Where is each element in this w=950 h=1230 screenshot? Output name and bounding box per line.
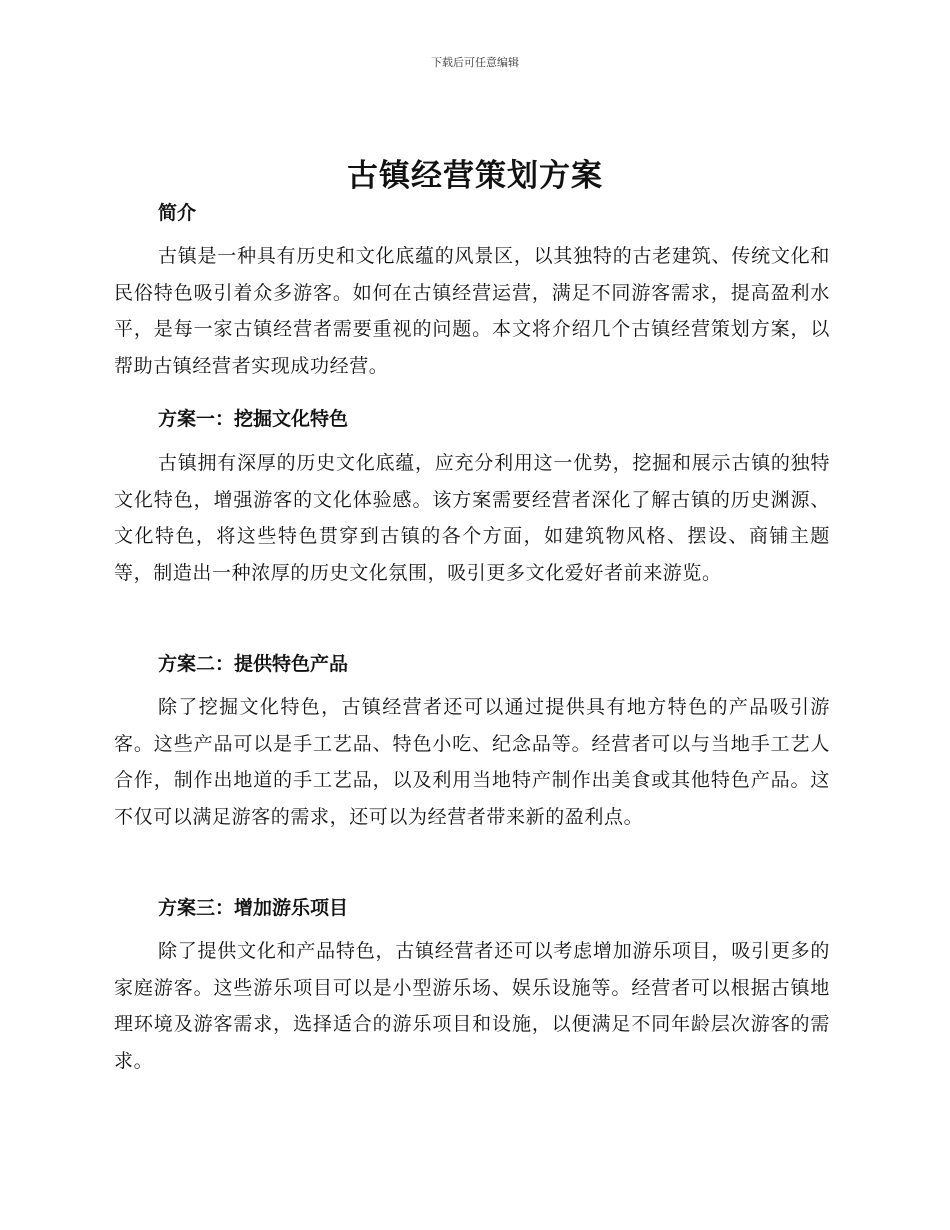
- section-body-plan-2: 除了挖掘文化特色，古镇经营者还可以通过提供具有地方特色的产品吸引游客。这些产品可以是手工艺品、特色小吃、纪念品等。经营者可以与当地手工艺人合作，制作出地道的手工艺品，以及利用当地特产制作出美食或其他特色产品。这不仅可以满足游客的需求，还可以为经营者带来新的盈利点。: [114, 696, 830, 828]
- section-body-plan-1: 古镇拥有深厚的历史文化底蕴，应充分利用这一优势，挖掘和展示古镇的独特文化特色，增强游客的文化体验感。该方案需要经营者深化了解古镇的历史渊源、文化特色，将这些特色贯穿到古镇的各个方面，如建筑物风格、摆设、商铺主题等，制造出一种浓厚的历史文化氛围，吸引更多文化爱好者前来游览。: [114, 452, 830, 584]
- header-note: 下载后可任意编辑: [431, 56, 519, 69]
- section-body-intro: 古镇是一种具有历史和文化底蕴的风景区，以其独特的古老建筑、传统文化和民俗特色吸引着众多游客。如何在古镇经营运营，满足不同游客需求，提高盈利水平，是每一家古镇经营者需要重视的问题。本文将介绍几个古镇经营策划方案，以帮助古镇经营者实现成功经营。: [114, 245, 830, 377]
- section-heading-plan-3: 方案三：增加游乐项目: [158, 897, 349, 919]
- section-body-plan-3: 除了提供文化和产品特色，古镇经营者还可以考虑增加游乐项目，吸引更多的家庭游客。这些游乐项目可以是小型游乐场、娱乐设施等。经营者可以根据古镇地理环境及游客需求，选择适合的游乐项目和设施，以便满足不同年龄层次游客的需求。: [114, 940, 830, 1072]
- section-heading-intro: 简介: [158, 202, 197, 224]
- document-title: 古镇经营策划方案: [347, 158, 603, 194]
- section-heading-plan-2: 方案二：提供特色产品: [158, 653, 349, 675]
- section-heading-plan-1: 方案一：挖掘文化特色: [158, 408, 349, 430]
